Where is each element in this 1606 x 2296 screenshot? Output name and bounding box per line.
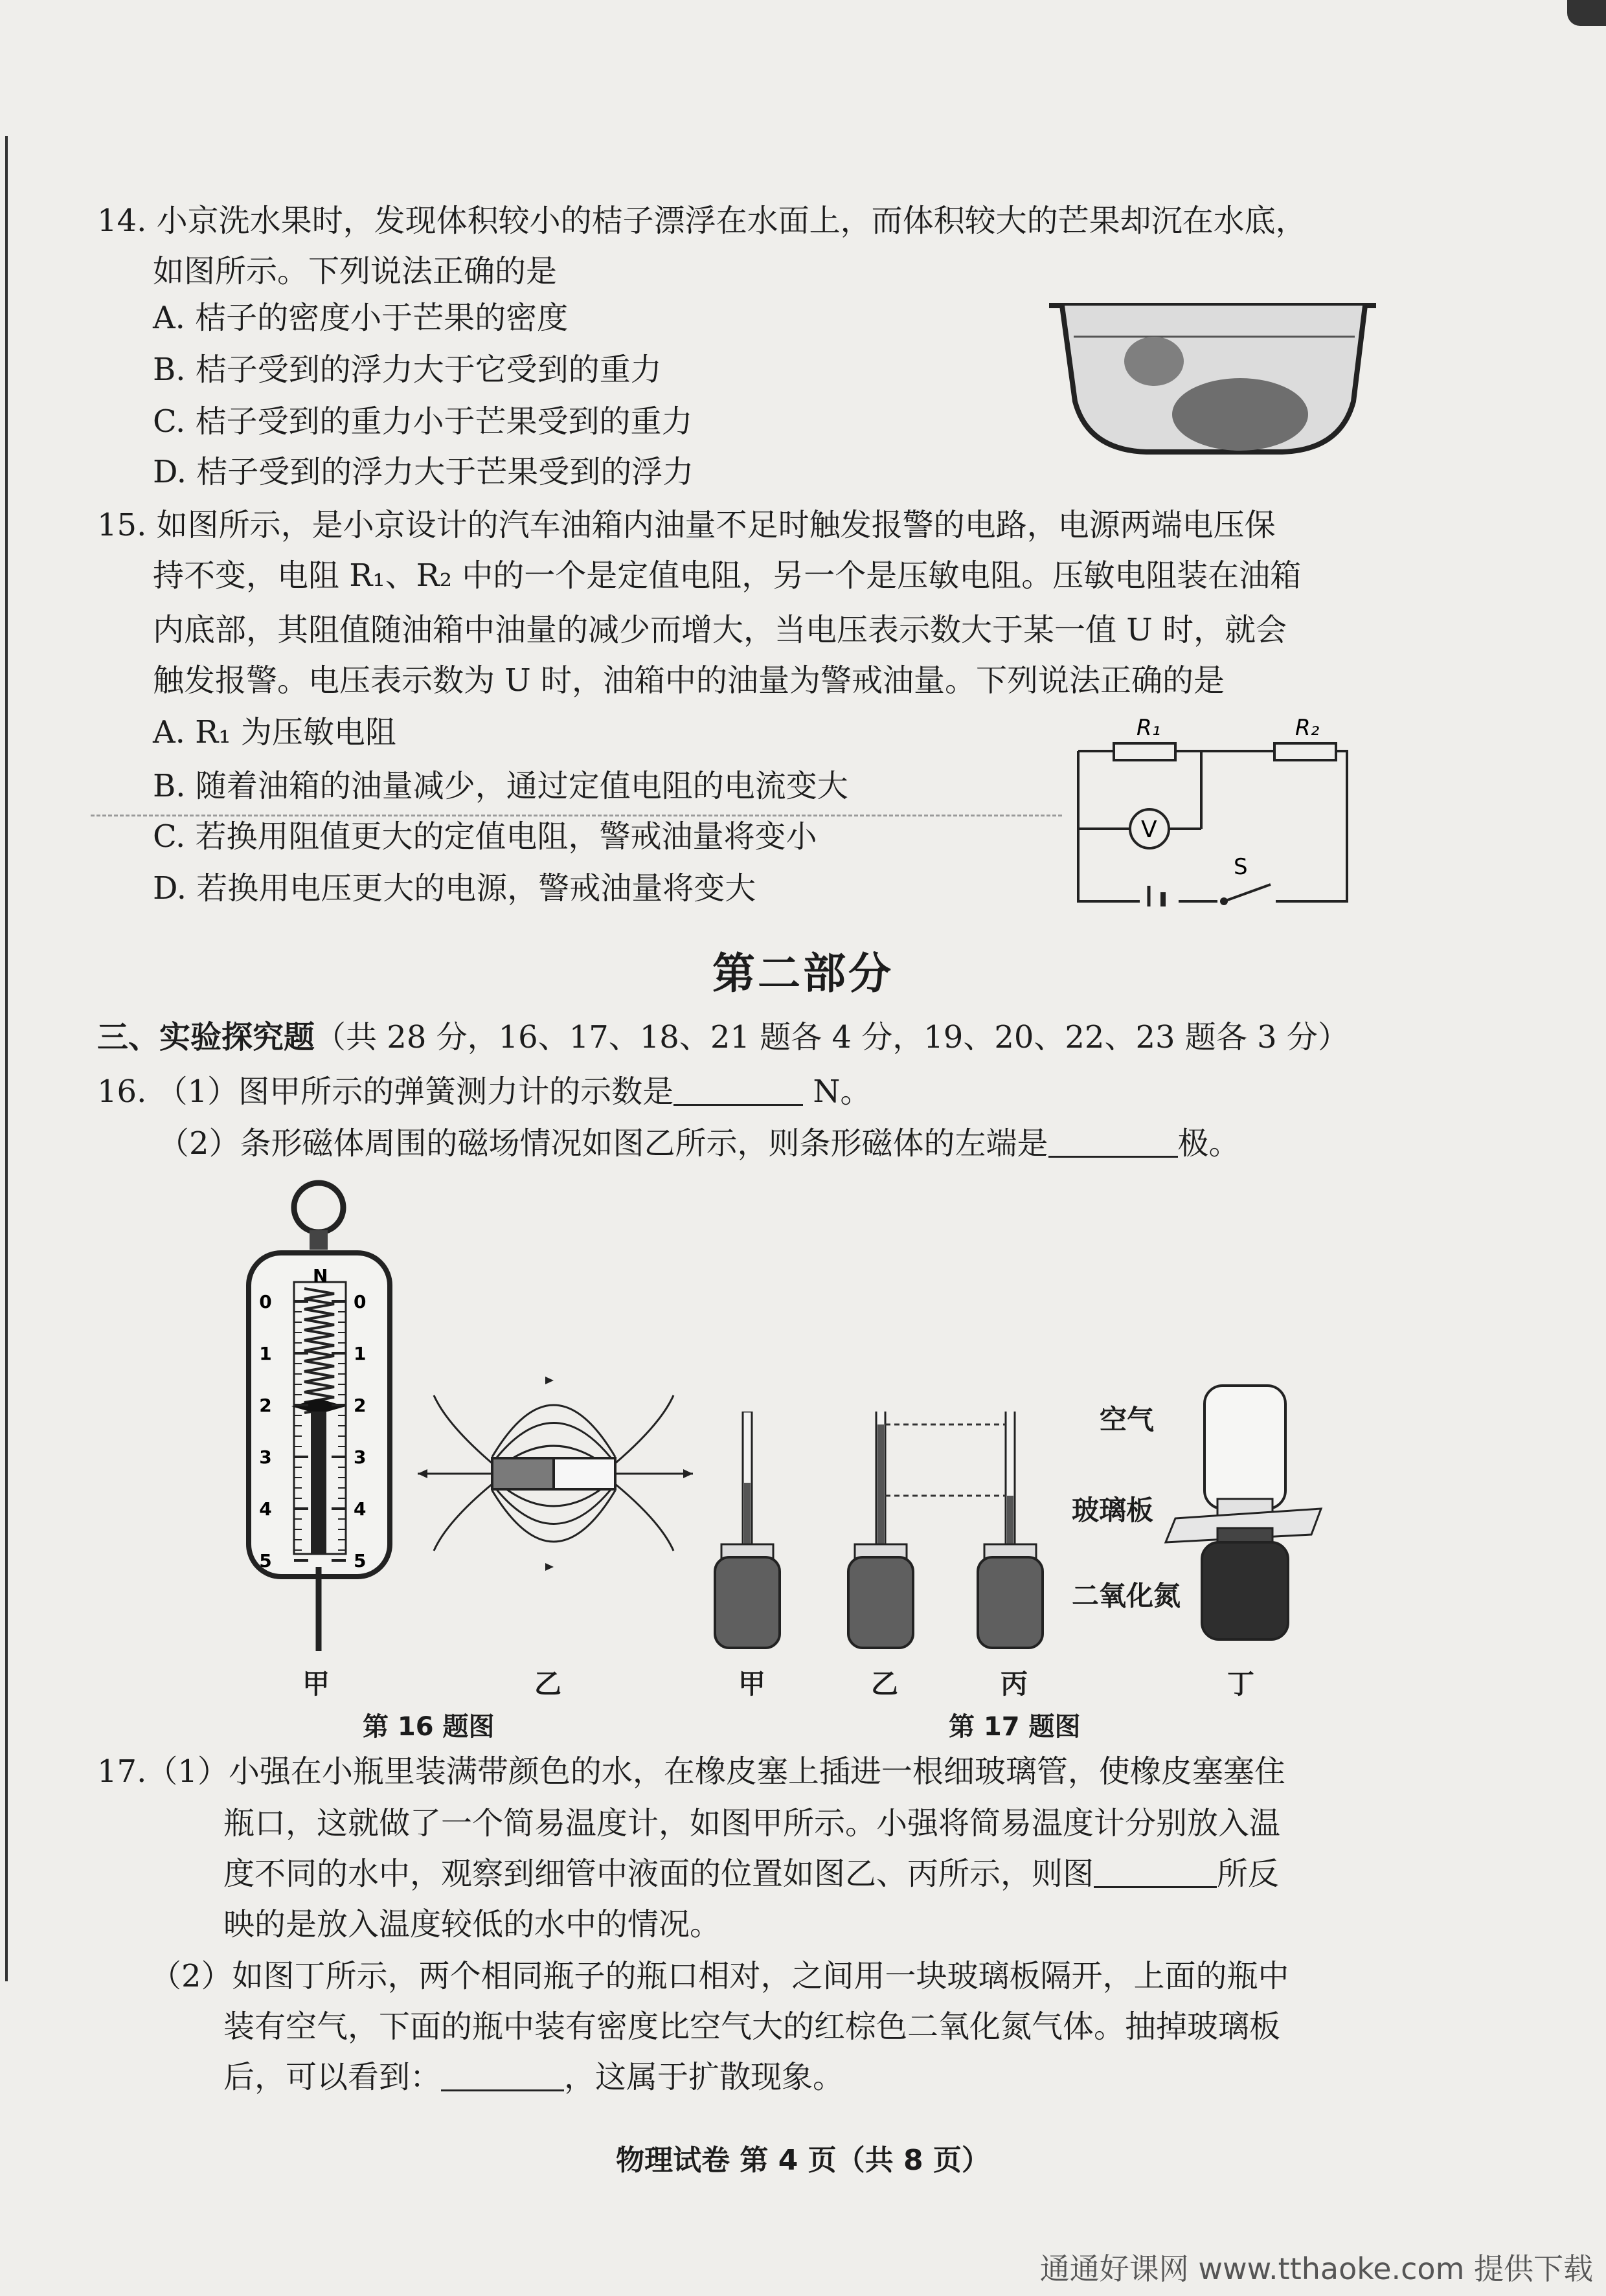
r1-label: R₁ — [1137, 715, 1161, 741]
scale-unit: N — [313, 1265, 328, 1287]
scale-tick-label-right-5: 5 — [354, 1550, 367, 1571]
scale-tick-label-left-0: 0 — [259, 1291, 272, 1312]
no2-bottle — [1202, 1542, 1288, 1639]
q17-part1-line3: 度不同的水中，观察到细管中液面的位置如图乙、丙所示，则图 所反 — [223, 1851, 1519, 1897]
fig16-label-yi: 乙 — [534, 1668, 562, 1700]
q17-answer-blank-2[interactable] — [441, 2056, 564, 2091]
q15-stem-line1: 15. 如图所示，是小京设计的汽车油箱内油量不足时触发报警的电路，电源两端电压保 — [97, 507, 1276, 543]
scale-tick-label-left-4: 4 — [259, 1498, 272, 1520]
margin-line — [5, 136, 8, 1981]
q16-part1: 16. （1）图甲所示的弹簧测力计的示数是 N。 — [97, 1068, 1392, 1115]
resistor-r1 — [1114, 743, 1175, 760]
page-footer: 物理试卷 第 4 页（共 8 页） — [616, 2144, 990, 2177]
fig17-label-jia: 甲 — [738, 1668, 766, 1700]
section-three-header — [97, 1014, 1392, 1061]
q14-stem-line1: 14. 小京洗水果时，发现体积较小的桔子漂浮在水面上，而体积较大的芒果却沉在水底， — [97, 203, 1307, 239]
scan-corner — [1567, 0, 1606, 26]
scale-rod — [311, 1412, 326, 1554]
bar-magnet-figure — [408, 1347, 699, 1593]
q17-part1-line2: 瓶口，这就做了一个简易温度计，如图甲所示。小强将简易温度计分别放入温 — [223, 1805, 1281, 1841]
fig17-label-ding: 丁 — [1227, 1668, 1255, 1700]
r2-label: R₂ — [1295, 715, 1320, 741]
body-bing — [978, 1557, 1043, 1648]
scale-tick-label-left-3: 3 — [259, 1446, 272, 1468]
field-line-1 — [492, 1405, 615, 1457]
battery-gap — [1140, 887, 1179, 906]
bottle-bing — [978, 1412, 1043, 1648]
fruit-bowl-figure — [1049, 298, 1379, 460]
resistor-r2 — [1274, 743, 1336, 760]
q15-option-a: A. R₁ 为压敏电阻 — [153, 714, 396, 750]
q14-option-b: B. 桔子受到的浮力大于它受到的重力 — [153, 352, 662, 388]
fig17-caption: 第 17 题图 — [949, 1712, 1081, 1742]
section-three-note: （共 28 分，16、17、18、21 题各 4 分，19、20、22、23 题各 3 分） — [315, 1019, 1349, 1055]
arrow-left-icon — [418, 1469, 427, 1478]
label-glass-plate: 玻璃板 — [1072, 1494, 1154, 1526]
q15-option-b: B. 随着油箱的油量减少，通过定值电阻的电流变大 — [153, 768, 848, 804]
arrow-right-icon — [683, 1469, 693, 1478]
thermometer-bottles-figure — [706, 1412, 1069, 1658]
fig17-label-yi: 乙 — [871, 1668, 899, 1700]
magnet-right-half — [554, 1458, 615, 1489]
q17-number: 17. — [97, 1753, 147, 1790]
q15-stem-line4: 触发报警。电压表示数为 U 时，油箱中的油量为警戒油量。下列说法正确的是 — [153, 662, 1225, 699]
fig17-label-bing: 丙 — [1001, 1668, 1028, 1700]
body-yi — [848, 1557, 913, 1648]
label-air: 空气 — [1100, 1404, 1155, 1435]
field-line-4 — [492, 1491, 615, 1542]
q16-number: 16. — [97, 1074, 147, 1110]
fig16-caption: 第 16 题图 — [363, 1712, 495, 1742]
scale-tick-label-left-2: 2 — [259, 1395, 272, 1416]
q17-part1-line1: 17.（1）小强在小瓶里装满带颜色的水，在橡皮塞上插进一根细玻璃管，使橡皮塞塞住 — [97, 1753, 1285, 1790]
orange-fruit — [1124, 337, 1184, 386]
scale-tick-label-right-4: 4 — [354, 1498, 367, 1520]
field-line-9 — [615, 1395, 673, 1463]
q14-option-d: D. 桔子受到的浮力大于芒果受到的浮力 — [153, 454, 694, 490]
q14-option-a: A. 桔子的密度小于芒果的密度 — [153, 300, 569, 336]
q15-stem-line3: 内底部，其阻值随油箱中油量的减少而增大，当电压表示数大于某一值 U 时，就会 — [153, 612, 1287, 648]
scale-ring — [294, 1183, 343, 1232]
q15-option-d: D. 若换用电压更大的电源，警戒油量将变大 — [153, 870, 756, 906]
watermark-text: 通通好课网 www.tthaoke.com 提供下载 — [1039, 2251, 1593, 2286]
switch-label: S — [1234, 854, 1248, 880]
mango-fruit — [1172, 378, 1308, 451]
scale-tick-label-right-1: 1 — [354, 1343, 367, 1364]
q16-part2: （2）条形磁体周围的磁场情况如图乙所示，则条形磁体的左端是 极。 — [158, 1120, 1453, 1167]
q16-answer-blank-2[interactable] — [1048, 1122, 1178, 1158]
field-line-10 — [615, 1484, 673, 1551]
section-three-title: 三、实验探究题 — [97, 1019, 315, 1055]
fold-dash-line — [91, 815, 1062, 816]
arrow-top-icon — [545, 1377, 554, 1384]
q17-answer-blank-1[interactable] — [1094, 1852, 1217, 1888]
q17-part1-line4: 映的是放入温度较低的水中的情况。 — [223, 1906, 721, 1942]
q15-option-c: C. 若换用阻值更大的定值电阻，警戒油量将变小 — [153, 818, 817, 855]
field-line-8 — [434, 1484, 492, 1551]
q17-part2-line2: 装有空气，下面的瓶中装有密度比空气大的红棕色二氧化氮气体。抽掉玻璃板 — [223, 2009, 1281, 2045]
bottle-yi — [848, 1412, 913, 1648]
q17-part2-line1: （2）如图丁所示，两个相同瓶子的瓶口相对，之间用一块玻璃板隔开，上面的瓶中 — [150, 1958, 1289, 1994]
scale-tick-label-left-1: 1 — [259, 1343, 272, 1364]
circuit-diagram — [1069, 712, 1379, 906]
air-bottle — [1204, 1386, 1285, 1509]
voltmeter-label: V — [1141, 816, 1157, 843]
q16-answer-blank-1[interactable] — [673, 1070, 803, 1106]
q15-stem-line2: 持不变，电阻 R₁、R₂ 中的一个是定值电阻，另一个是压敏电阻。压敏电阻装在油箱 — [153, 557, 1302, 594]
scale-tick-label-right-3: 3 — [354, 1446, 367, 1468]
body-jia — [715, 1557, 780, 1648]
scale-tick-label-right-2: 2 — [354, 1395, 367, 1416]
scale-hook-top — [310, 1230, 328, 1250]
liquid-yi — [877, 1424, 884, 1554]
scale-tick-label-right-0: 0 — [354, 1291, 367, 1312]
arrow-bottom-icon — [545, 1563, 554, 1571]
label-no2: 二氧化氮 — [1072, 1580, 1181, 1612]
spring-scale-figure — [240, 1178, 402, 1664]
scale-tick-label-left-5: 5 — [259, 1550, 272, 1571]
magnet-left-half — [492, 1458, 554, 1489]
q14-stem-line2: 如图所示。下列说法正确的是 — [153, 253, 558, 289]
fig16-label-jia: 甲 — [302, 1668, 330, 1700]
bottle-jia — [715, 1412, 780, 1648]
q17-part2-line3: 后，可以看到： ，这属于扩散现象。 — [223, 2054, 1519, 2100]
circuit-wire-loop — [1078, 751, 1347, 901]
field-line-7 — [434, 1395, 492, 1463]
q14-number: 14. — [97, 203, 147, 239]
q14-option-c: C. 桔子受到的重力小于芒果受到的重力 — [153, 403, 693, 440]
q15-number: 15. — [97, 507, 147, 543]
part-two-heading: 第二部分 — [712, 949, 894, 998]
